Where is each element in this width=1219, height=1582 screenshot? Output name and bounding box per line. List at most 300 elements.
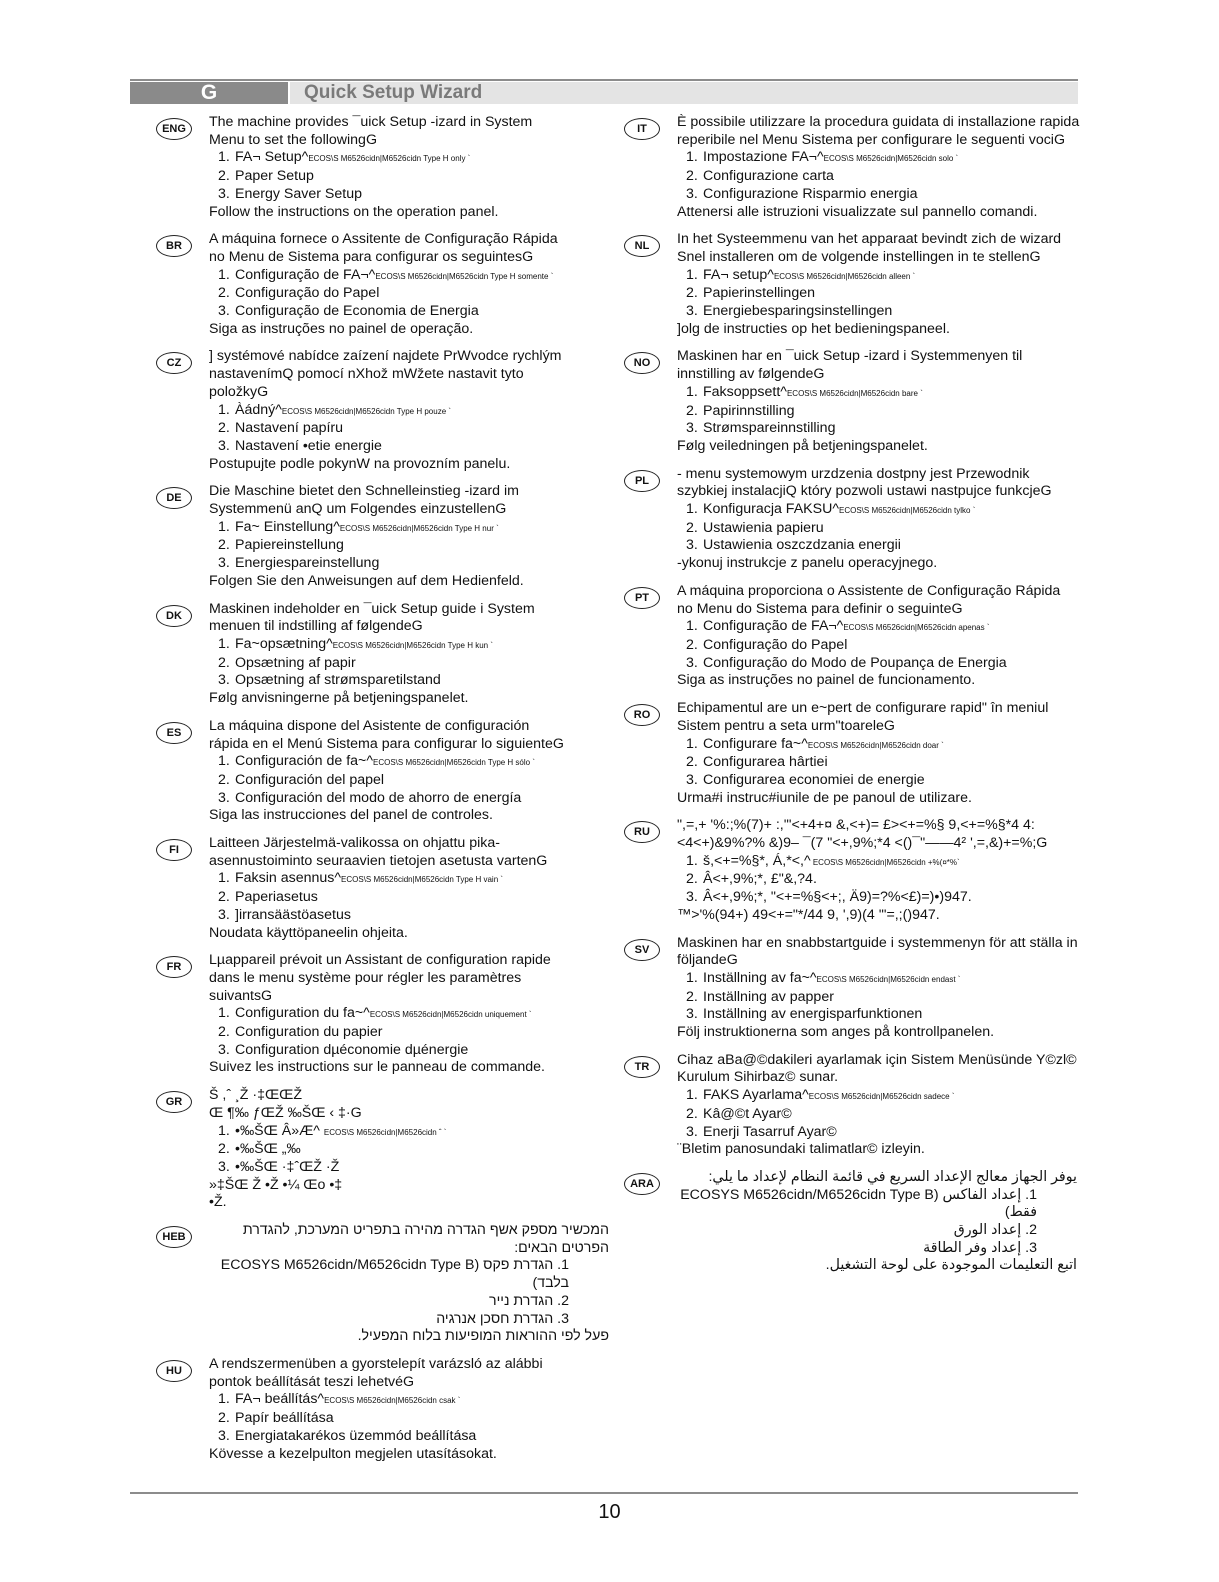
item-text: Fa~ Einstellung^ xyxy=(235,518,340,535)
language-block-heb xyxy=(156,1222,609,1346)
item-number: 2. xyxy=(686,285,698,302)
item-text: Papiereinstellung xyxy=(235,537,344,554)
list-item xyxy=(209,285,566,303)
setup-list xyxy=(677,501,1080,555)
bottom-rule xyxy=(130,1492,1078,1494)
language-block-pt xyxy=(624,583,1080,690)
rtl-text-body xyxy=(209,1222,609,1346)
item-text: Strømspareinnstilling xyxy=(703,420,836,437)
top-rule xyxy=(130,79,1078,81)
intro-text: Die Maschine bietet den Schnelleinstieg -izard im Systemmenü anQ um Folgendes einzustellenG xyxy=(209,483,519,518)
setup-list xyxy=(209,870,566,924)
list-item xyxy=(677,149,1080,168)
list-item xyxy=(209,1428,566,1446)
left-column xyxy=(156,114,609,1473)
item-number: 3. xyxy=(686,537,698,554)
item-number: 2. xyxy=(218,420,230,437)
setup-list xyxy=(209,1123,566,1177)
outro-text: Kövesse a kezelpulton megjelen utasításokat. xyxy=(209,1445,497,1462)
item-text: Configuração de FA¬^ xyxy=(235,266,376,283)
item-text: Configuration du fa~^ xyxy=(235,1005,370,1022)
list-item xyxy=(209,303,566,321)
item-text: Faksin asennus^ xyxy=(235,870,342,887)
right-column xyxy=(624,114,1080,1285)
list-item xyxy=(209,168,566,186)
item-number: 2. xyxy=(686,1105,698,1122)
list-item xyxy=(677,501,1080,520)
language-code-badge: ARA xyxy=(624,1173,660,1195)
item-number: 3. xyxy=(218,906,230,923)
item-number: 2. xyxy=(218,537,230,554)
list-item xyxy=(677,618,1080,637)
intro-text: Cihaz aBa@©dakileri ayarlamak için Sistem Menüsünde Y©zl© Kurulum Sihirbaz© sunar. xyxy=(677,1051,1077,1086)
section-title: Quick Setup Wizard xyxy=(290,82,1078,104)
language-code-badge: DE xyxy=(156,487,192,509)
item-number: 2. xyxy=(686,402,698,419)
item-number: 2. xyxy=(686,988,698,1005)
item-number: 3. xyxy=(218,555,230,572)
setup-list xyxy=(677,853,1080,907)
language-block-fr xyxy=(156,952,566,1077)
item-text: Configuração do Papel xyxy=(235,285,380,302)
item-model-note: ECOS\S M6526cidn|M6526cidn Type H kun ` xyxy=(332,640,493,650)
list-item xyxy=(209,1410,566,1428)
item-number: 3. xyxy=(218,1427,230,1444)
item-model-note: ECOS\S M6526cidn|M6526cidn uniquement ` xyxy=(369,1010,532,1020)
language-block-ru xyxy=(624,817,1080,924)
intro-text: Maskinen har en snabbstartguide i systemmenyn för att ställa in följandeG xyxy=(677,934,1078,969)
outro-text: Siga as instruções no painel de operação. xyxy=(209,320,474,337)
item-text: Configuração de FA¬^ xyxy=(703,618,844,635)
language-code-badge: RU xyxy=(624,821,660,843)
intro-text: Laitteen Järjestelmä-valikossa on ohjattu pika-asennustoiminto seuraavien tietojen asetusta vartenG xyxy=(209,835,548,869)
list-item: 3. إعداد وفر الطاقة xyxy=(923,1239,1037,1256)
language-code-badge: GR xyxy=(156,1091,192,1113)
item-text: Configurarea hârtiei xyxy=(703,754,828,771)
setup-list xyxy=(677,149,1080,203)
language-code-badge: DK xyxy=(156,605,192,627)
item-number: 2. xyxy=(218,1141,230,1158)
item-number: 1. xyxy=(686,149,698,166)
intro-text: המכשיר מספק אשף הגדרה מהירה בתפריט המערכת, להגדרת הפרטים הבאים: xyxy=(242,1222,609,1256)
language-code-badge: SV xyxy=(624,939,660,961)
list-item xyxy=(209,672,566,690)
outro-text: Följ instruktionerna som anges på kontrollpanelen. xyxy=(677,1024,995,1041)
item-text: •‰ŠŒ Â»Æ^ xyxy=(235,1122,324,1139)
item-model-note: ECOS\S M6526cidn|M6526cidn doar ` xyxy=(807,740,944,750)
item-model-note: ECOS\S M6526cidn|M6526cidn +%(¤*%` xyxy=(810,857,960,867)
item-number: 3. xyxy=(218,789,230,806)
item-number: 1. xyxy=(218,401,230,418)
language-code-badge: FI xyxy=(156,839,192,861)
list-item xyxy=(677,989,1080,1007)
outro-text: Følg anvisningerne på betjeningspanelet. xyxy=(209,690,469,707)
setup-list xyxy=(209,1391,566,1445)
item-number: 2. xyxy=(686,519,698,536)
item-text: Fa~opsætning^ xyxy=(235,635,333,652)
item-text: Configuración del modo de ahorro de energía xyxy=(235,789,522,806)
item-number: 3. xyxy=(686,420,698,437)
list-item xyxy=(209,790,566,808)
item-text: Energiatakarékos üzemmód beállítása xyxy=(235,1427,477,1444)
language-block-cz xyxy=(156,348,566,473)
list-item xyxy=(209,420,566,438)
list-item xyxy=(677,754,1080,772)
item-text: Configuração de Economia de Energia xyxy=(235,303,479,320)
item-text: Enerji Tasarruf Ayar© xyxy=(703,1123,837,1140)
list-item xyxy=(209,1141,566,1159)
page-number: 10 xyxy=(598,1501,621,1523)
outro-text: פעל לפי ההוראות המופיעות בלוח המפעיל. xyxy=(357,1328,609,1345)
item-text: Configuração do Modo de Poupança de Energia xyxy=(703,654,1007,671)
item-text: Configurare fa~^ xyxy=(703,735,808,752)
language-block-it xyxy=(624,114,1080,221)
list-item: 1. הגדרת פקס (ECOSYS M6526cidn/M6526cidn Type B בלבד) xyxy=(220,1257,569,1292)
item-text: FA¬ beállítás^ xyxy=(235,1391,325,1408)
item-number: 2. xyxy=(218,285,230,302)
item-model-note: ECOS\S M6526cidn|M6526cidn Type H vain ` xyxy=(341,875,504,885)
item-text: Faksoppsett^ xyxy=(703,383,787,400)
section-header xyxy=(130,82,1078,104)
list-item xyxy=(677,403,1080,421)
item-text: Nastavení papíru xyxy=(235,420,344,437)
setup-list xyxy=(209,402,566,456)
item-text: Nastavení •etie energie xyxy=(235,437,382,454)
item-text: Configurarea economiei de energie xyxy=(703,771,925,788)
item-text: Configuración del papel xyxy=(235,771,385,788)
item-number: 1. xyxy=(218,1122,230,1139)
item-number: 1. xyxy=(218,635,230,652)
language-block-de xyxy=(156,483,566,590)
setup-list xyxy=(209,1005,566,1059)
list-item xyxy=(209,186,566,204)
item-number: 3. xyxy=(218,1158,230,1175)
language-code-badge: HU xyxy=(156,1360,192,1382)
language-code-badge: IT xyxy=(624,118,660,140)
list-item xyxy=(209,907,566,925)
setup-list xyxy=(209,636,566,690)
list-item xyxy=(209,537,566,555)
list-item xyxy=(209,772,566,790)
language-block-no xyxy=(624,348,1080,455)
intro-text: ",=,+ '%:;%(7)+ :,'"<+4+¤ &,<+)= £><+=%§ 9,<+=%§*4 4: <4<+)&9%?% &)9– ¯(7 "<+,9%;*4 <()¯"——4² ',=,&)+=%;G xyxy=(677,817,1048,852)
setup-list xyxy=(677,1087,1080,1141)
language-block-eng xyxy=(156,114,566,221)
outro-text: Siga las instrucciones del panel de controles. xyxy=(209,807,493,824)
outro-text: Follow the instructions on the operation panel. xyxy=(209,203,499,220)
item-text: Papirinnstilling xyxy=(703,402,795,419)
list-item xyxy=(677,1124,1080,1142)
language-code-badge: NL xyxy=(624,235,660,257)
item-text: Opsætning af strømsparetilstand xyxy=(235,672,441,689)
item-text: •‰ŠŒ „‰ xyxy=(235,1141,301,1158)
language-block-ara xyxy=(624,1169,1080,1275)
language-block-tr xyxy=(624,1052,1080,1159)
item-text: Configuración de fa~^ xyxy=(235,753,373,770)
item-number: 3. xyxy=(686,303,698,320)
item-text: FA¬ setup^ xyxy=(703,266,774,283)
item-number: 3. xyxy=(686,185,698,202)
list-item xyxy=(677,267,1080,286)
language-block-es xyxy=(156,718,566,825)
item-model-note: ECOS\S M6526cidn|M6526cidn Type H only ` xyxy=(308,154,471,164)
item-number: 1. xyxy=(686,501,698,518)
item-number: 2. xyxy=(218,168,230,185)
outro-text: Urma#i instruc#iunile de pe panoul de utilizare. xyxy=(677,789,972,806)
setup-list xyxy=(677,736,1080,790)
item-text: Paperiasetus xyxy=(235,889,318,906)
intro-text: - menu systemowym urzdzenia dostpny jest Przewodnik szybkiej instalacjiQ który pozwoli ustawi nastpujce funkcjeG xyxy=(677,465,1052,500)
item-text: Kâ@©t Ayar© xyxy=(703,1105,792,1122)
language-code-badge: ES xyxy=(156,722,192,744)
item-text: Opsætning af papir xyxy=(235,654,356,671)
language-code-badge: NO xyxy=(624,352,660,374)
setup-list xyxy=(209,267,566,321)
outro-text: Følg veiledningen på betjeningspanelet. xyxy=(677,437,928,454)
item-text: Inställning av energisparfunktionen xyxy=(703,1006,923,1023)
list-item xyxy=(677,168,1080,186)
item-text: Ustawienia oszczdzania energii xyxy=(703,537,901,554)
list-item xyxy=(209,1159,566,1177)
item-number: 1. xyxy=(686,266,698,283)
item-number: 1. xyxy=(218,870,230,887)
outro-text: ¨Bletim panosundaki talimatlar© izleyin. xyxy=(677,1141,925,1158)
outro-text: ]olg de instructies op het bedieningspaneel. xyxy=(677,320,950,337)
item-model-note: ECOS\S M6526cidn|M6526cidn Type H somente ` xyxy=(375,271,554,281)
list-item xyxy=(209,149,566,168)
list-item xyxy=(677,772,1080,790)
item-number: 1. xyxy=(686,618,698,635)
item-text: Inställning av fa~^ xyxy=(703,969,817,986)
item-text: Configurazione carta xyxy=(703,168,834,185)
language-block-dk xyxy=(156,601,566,708)
list-item xyxy=(677,537,1080,555)
item-text: Configurazione Risparmio energia xyxy=(703,185,918,202)
list-item xyxy=(209,870,566,889)
list-item xyxy=(209,655,566,673)
intro-text: A máquina fornece o Assitente de Configuração Rápida no Menu de Sistema para configurar os seguintesG xyxy=(209,231,558,265)
item-number: 3. xyxy=(218,672,230,689)
item-number: 1. xyxy=(686,969,698,986)
setup-list xyxy=(677,970,1080,1024)
list-item xyxy=(677,655,1080,673)
setup-list xyxy=(209,519,566,573)
item-model-note: ECOS\S M6526cidn|M6526cidn Type H sólo ` xyxy=(372,758,535,768)
item-number: 1. xyxy=(686,1087,698,1104)
item-model-note: ECOS\S M6526cidn|M6526cidn bare ` xyxy=(786,388,923,398)
list-item xyxy=(209,636,566,655)
outro-text: ™>'%(94+) 49<+="*/44 9, ',9)(4 '"=,;()947. xyxy=(677,906,940,923)
intro-text: Maskinen har en ¯uick Setup -izard i Systemmenyen til innstilling av følgendeG xyxy=(677,348,1023,383)
item-text: Configuration du papier xyxy=(235,1024,383,1041)
intro-text: È possibile utilizzare la procedura guidata di installazione rapida reperibile nel Menu Sistema per configurare le seguenti vociG xyxy=(677,114,1080,148)
item-text: Papierinstellingen xyxy=(703,285,815,302)
item-text: Paper Setup xyxy=(235,168,314,185)
item-number: 1. xyxy=(218,518,230,535)
setup-list xyxy=(209,753,566,807)
list-item xyxy=(209,1391,566,1410)
outro-text: Noudata käyttöpaneelin ohjeita. xyxy=(209,924,408,941)
list-item xyxy=(209,753,566,772)
item-text: Configuração do Papel xyxy=(703,636,848,653)
language-block-nl xyxy=(624,231,1080,338)
rtl-text-body xyxy=(677,1169,1077,1275)
list-item xyxy=(677,637,1080,655)
item-number: 3. xyxy=(686,1123,698,1140)
item-model-note: ECOS\S M6526cidn|M6526cidn Type H nur ` xyxy=(339,523,499,533)
item-text: •‰ŠŒ ·‡ˆŒŽ ·Ž xyxy=(235,1158,340,1175)
language-code-badge: PL xyxy=(624,470,660,492)
item-model-note: ECOS\S M6526cidn|M6526cidn solo ` xyxy=(823,154,959,164)
item-number: 3. xyxy=(686,1006,698,1023)
list-item xyxy=(677,736,1080,755)
list-item xyxy=(209,555,566,573)
outro-text: »‡ŠŒ Ž •Ž •¼ Œo •‡ •Ž. xyxy=(209,1176,343,1211)
setup-list xyxy=(677,618,1080,672)
list-item xyxy=(677,1006,1080,1024)
item-number: 2. xyxy=(686,871,698,888)
item-number: 3. xyxy=(686,654,698,671)
outro-text: Folgen Sie den Anweisungen auf dem Hedienfeld. xyxy=(209,572,524,589)
item-model-note: ECOS\S M6526cidn|M6526cidn sadece ` xyxy=(808,1092,955,1102)
language-block-gr xyxy=(156,1087,566,1212)
item-text: š,<+=%§*, Á,*<,^ xyxy=(703,852,811,869)
list-item xyxy=(209,267,566,286)
list-item: 3. הגדרת חסכן אנרגיה xyxy=(436,1310,569,1327)
list-item xyxy=(677,1087,1080,1106)
item-text: Ustawienia papieru xyxy=(703,519,824,536)
intro-text: The machine provides ¯uick Setup -izard in System Menu to set the followingG xyxy=(209,114,533,148)
intro-text: A rendszermenüben a gyorstelepít varázsló az alábbi pontok beállítását teszi lehetvéG xyxy=(209,1356,543,1390)
item-number: 1. xyxy=(686,735,698,752)
setup-list xyxy=(677,267,1080,321)
list-item xyxy=(209,402,566,421)
language-code-badge: BR xyxy=(156,235,192,257)
language-block-br xyxy=(156,231,566,338)
item-number: 2. xyxy=(686,168,698,185)
intro-text: Echipamentul are un e~pert de configurare rapid" în meniul Sistem pentru a seta urm"toareleG xyxy=(677,700,1049,734)
item-number: 3. xyxy=(218,185,230,202)
item-number: 3. xyxy=(218,437,230,454)
item-model-note: ECOS\S M6526cidn|M6526cidn endast ` xyxy=(816,974,961,984)
intro-text: La máquina dispone del Asistente de configuración rápida en el Menú Sistema para configurar lo siguienteG xyxy=(209,717,564,752)
list-item xyxy=(209,438,566,456)
item-model-note: ECOS\S M6526cidn|M6526cidn csak ` xyxy=(324,1396,461,1406)
item-number: 2. xyxy=(218,889,230,906)
intro-text: Maskinen indeholder en ¯uick Setup guide i System menuen til indstilling af følgendeG xyxy=(209,600,535,635)
list-item xyxy=(677,853,1080,872)
outro-text: Suivez les instructions sur le panneau de commande. xyxy=(209,1059,545,1076)
item-model-note: ECOS\S M6526cidn|M6526cidn alleen ` xyxy=(773,271,916,281)
item-number: 2. xyxy=(686,754,698,771)
language-block-fi xyxy=(156,835,566,942)
language-block-sv xyxy=(624,935,1080,1042)
item-number: 1. xyxy=(218,1391,230,1408)
language-code-badge: PT xyxy=(624,587,660,609)
intro-text: ] systémové nabídce zaízení najdete PrWvodce rychlým nastavenímQ pomocí nXhož mWžete nastavit tyto položkyG xyxy=(209,348,562,400)
item-text: Inställning av papper xyxy=(703,988,834,1005)
item-number: 2. xyxy=(218,1024,230,1041)
item-text: Energiebesparingsinstellingen xyxy=(703,303,893,320)
list-item xyxy=(209,1123,566,1142)
item-number: 1. xyxy=(218,266,230,283)
list-item xyxy=(209,1005,566,1024)
list-item xyxy=(677,520,1080,538)
language-block-ro xyxy=(624,700,1080,807)
item-model-note: ECOS\S M6526cidn|M6526cidn Type H pouze ` xyxy=(281,406,452,416)
language-block-hu xyxy=(156,1356,566,1463)
list-item xyxy=(677,303,1080,321)
item-model-note: ECOS\S M6526cidn|M6526cidn ˆ ` xyxy=(323,1127,447,1137)
list-item xyxy=(209,1042,566,1060)
item-number: 1. xyxy=(218,1005,230,1022)
item-number: 2. xyxy=(218,771,230,788)
intro-text: In het Systeemmenu van het apparaat bevindt zich de wizard Snel installeren om de volgende instellingen in te stellenG xyxy=(677,231,1062,265)
list-item: 2. הגדרת נייר xyxy=(489,1292,569,1309)
item-text: Â<+,9%;*, £"&,?4. xyxy=(703,871,817,888)
list-item xyxy=(677,384,1080,403)
language-code-badge: RO xyxy=(624,704,660,726)
intro-text: Lµappareil prévoit un Assistant de configuration rapide dans le menu système pour régler les paramètres suivantsG xyxy=(209,952,551,1004)
item-number: 3. xyxy=(218,303,230,320)
language-code-badge: HEB xyxy=(156,1226,192,1248)
list-item xyxy=(677,1106,1080,1124)
item-text: Â<+,9%;*, "<+=%§<+;, Ä9)=?%<£)=)•)947. xyxy=(703,889,972,906)
item-text: Àádný^ xyxy=(235,401,282,418)
list-item: 1. إعداد الفاكس (ECOSYS M6526cidn/M6526cidn Type B فقط) xyxy=(680,1186,1037,1221)
section-letter: G xyxy=(130,82,288,104)
item-number: 3. xyxy=(686,771,698,788)
item-text: Impostazione FA¬^ xyxy=(703,149,824,166)
setup-list xyxy=(677,384,1080,438)
list-item xyxy=(677,970,1080,989)
item-text: ]irransäästöasetus xyxy=(235,906,351,923)
item-number: 3. xyxy=(686,889,698,906)
outro-text: Siga as instruções no painel de funcionamento. xyxy=(677,672,976,689)
item-number: 1. xyxy=(686,852,698,869)
intro-text: يوفر الجهاز معالج الإعداد السريع في قائمة النظام لإعداد ما يلي: xyxy=(708,1168,1077,1185)
intro-text: A máquina proporciona o Assistente de Configuração Rápida no Menu do Sistema para definir o seguinteG xyxy=(677,582,1061,617)
item-model-note: ECOS\S M6526cidn|M6526cidn apenas ` xyxy=(843,623,990,633)
item-text: FA¬ Setup^ xyxy=(235,149,309,166)
item-number: 1. xyxy=(686,383,698,400)
list-item xyxy=(209,889,566,907)
item-number: 1. xyxy=(218,149,230,166)
item-text: Energy Saver Setup xyxy=(235,185,362,202)
item-text: Konfiguracja FAKSU^ xyxy=(703,501,839,518)
list-item xyxy=(677,871,1080,889)
item-text: Papír beállítása xyxy=(235,1410,334,1427)
item-number: 2. xyxy=(218,654,230,671)
outro-text: Postupujte podle pokynW na provozním panelu. xyxy=(209,455,511,472)
language-code-badge: ENG xyxy=(156,118,192,140)
list-item xyxy=(209,1024,566,1042)
language-code-badge: TR xyxy=(624,1056,660,1078)
item-number: 1. xyxy=(218,753,230,770)
item-model-note: ECOS\S M6526cidn|M6526cidn tylko ` xyxy=(839,506,976,516)
list-item xyxy=(677,285,1080,303)
list-item xyxy=(209,519,566,538)
list-item xyxy=(677,420,1080,438)
language-block-pl xyxy=(624,466,1080,573)
list-item xyxy=(677,186,1080,204)
list-item xyxy=(677,889,1080,907)
item-text: Configuration dµéconomie dµénergie xyxy=(235,1041,469,1058)
item-number: 3. xyxy=(218,1041,230,1058)
outro-text: -ykonuj instrukcje z panelu operacyjnego. xyxy=(677,555,938,572)
language-code-badge: FR xyxy=(156,956,192,978)
outro-text: اتبع التعليمات الموجودة على لوحة التشغيل. xyxy=(825,1257,1077,1274)
